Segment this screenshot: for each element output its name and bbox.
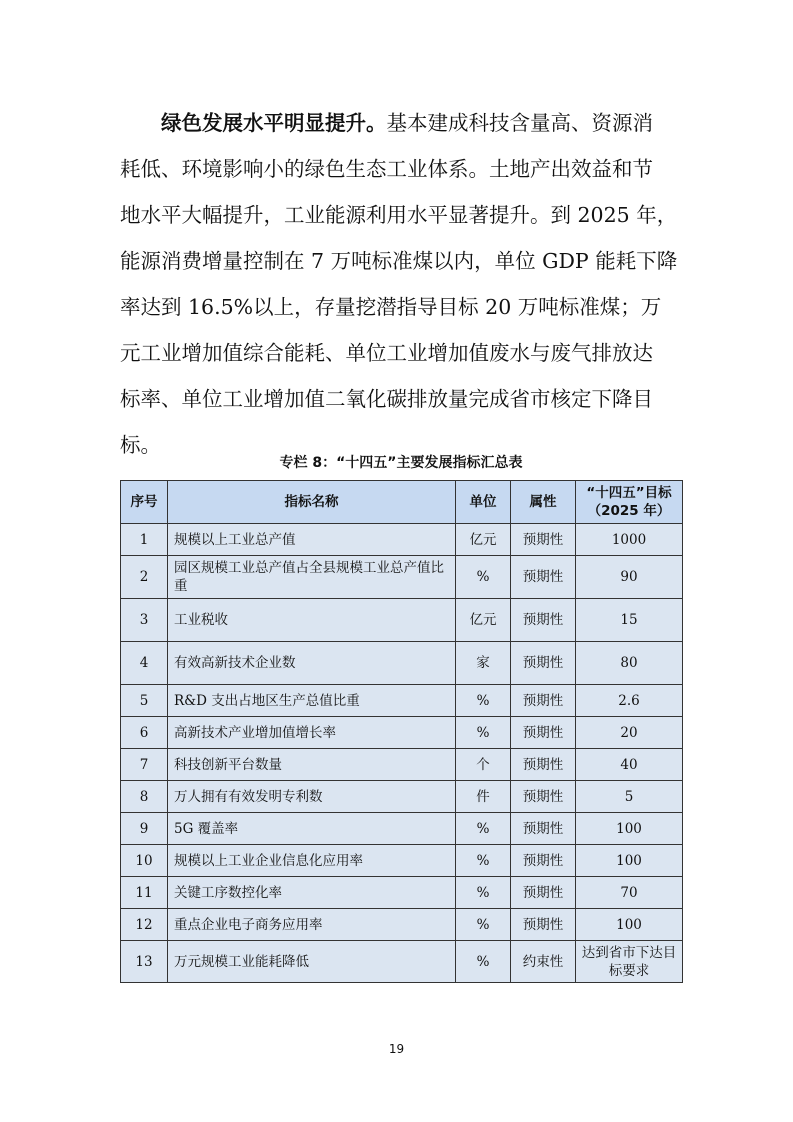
table-row <box>121 642 683 685</box>
cell-target: 80 <box>576 642 683 685</box>
paragraph-text: 基本建成科技含量高、资源消 <box>386 111 653 135</box>
cell-no: 6 <box>121 717 168 749</box>
cell-no: 5 <box>121 685 168 717</box>
table-row <box>121 877 683 909</box>
cell-name: 万元规模工业能耗降低 <box>168 941 456 983</box>
cell-attr: 预期性 <box>511 749 576 781</box>
cell-target: 达到省市下达目标要求 <box>576 941 683 983</box>
cell-attr: 预期性 <box>511 685 576 717</box>
cell-name: 有效高新技术企业数 <box>168 642 456 685</box>
cell-attr: 约束性 <box>511 941 576 983</box>
cell-target: 2.6 <box>576 685 683 717</box>
table-row <box>121 845 683 877</box>
cell-no: 3 <box>121 599 168 642</box>
cell-unit: % <box>456 845 511 877</box>
paragraph-line-6: 元工业增加值综合能耗、单位工业增加值废水与废气排放达 <box>120 341 653 365</box>
cell-unit: 件 <box>456 781 511 813</box>
cell-target: 70 <box>576 877 683 909</box>
indicator-table <box>120 480 683 983</box>
cell-name: 高新技术产业增加值增长率 <box>168 717 456 749</box>
cell-no: 8 <box>121 781 168 813</box>
cell-unit: % <box>456 909 511 941</box>
paragraph-line-4: 能源消费增量控制在 7 万吨标准煤以内，单位 GDP 能耗下降 <box>120 249 678 273</box>
table-row <box>121 749 683 781</box>
paragraph-line-1 <box>120 100 680 146</box>
cell-unit: % <box>456 717 511 749</box>
cell-target: 5 <box>576 781 683 813</box>
table-row <box>121 909 683 941</box>
cell-attr: 预期性 <box>511 717 576 749</box>
paragraph-lead: 绿色发展水平明显提升。 <box>161 111 387 135</box>
table-row <box>121 524 683 556</box>
cell-name: 工业税收 <box>168 599 456 642</box>
table-row <box>121 556 683 599</box>
paragraph-line-8: 标。 <box>120 433 161 457</box>
header-attr: 属性 <box>511 481 576 524</box>
table-row <box>121 941 683 983</box>
cell-unit: 家 <box>456 642 511 685</box>
cell-name: 规模以上工业企业信息化应用率 <box>168 845 456 877</box>
cell-unit: % <box>456 556 511 599</box>
cell-unit: % <box>456 941 511 983</box>
cell-attr: 预期性 <box>511 909 576 941</box>
cell-name: 科技创新平台数量 <box>168 749 456 781</box>
header-target-line1: “十四五”目标 <box>586 485 672 501</box>
paragraph-line-7: 标率、单位工业增加值二氧化碳排放量完成省市核定下降目 <box>120 387 653 411</box>
header-no: 序号 <box>121 481 168 524</box>
header-name: 指标名称 <box>168 481 456 524</box>
table-row <box>121 813 683 845</box>
cell-name: 规模以上工业总产值 <box>168 524 456 556</box>
cell-no: 2 <box>121 556 168 599</box>
cell-unit: % <box>456 877 511 909</box>
cell-name: 5G 覆盖率 <box>168 813 456 845</box>
cell-attr: 预期性 <box>511 877 576 909</box>
cell-attr: 预期性 <box>511 556 576 599</box>
cell-name: 重点企业电子商务应用率 <box>168 909 456 941</box>
cell-unit: 亿元 <box>456 524 511 556</box>
cell-target: 40 <box>576 749 683 781</box>
paragraph-line-5: 率达到 16.5%以上，存量挖潜指导目标 20 万吨标准煤；万 <box>120 295 662 319</box>
cell-no: 13 <box>121 941 168 983</box>
cell-no: 10 <box>121 845 168 877</box>
cell-unit: 个 <box>456 749 511 781</box>
cell-no: 12 <box>121 909 168 941</box>
cell-target: 100 <box>576 845 683 877</box>
cell-name: R&D 支出占地区生产总值比重 <box>168 685 456 717</box>
cell-attr: 预期性 <box>511 524 576 556</box>
cell-unit: 亿元 <box>456 599 511 642</box>
cell-attr: 预期性 <box>511 813 576 845</box>
body-paragraph <box>120 100 680 468</box>
paragraph-line-3: 地水平大幅提升，工业能源利用水平显著提升。到 2025 年， <box>120 203 678 227</box>
cell-attr: 预期性 <box>511 599 576 642</box>
table-row <box>121 781 683 813</box>
cell-name: 园区规模工业总产值占全县规模工业总产值比重 <box>168 556 456 599</box>
cell-target: 20 <box>576 717 683 749</box>
cell-target: 90 <box>576 556 683 599</box>
header-target <box>576 481 683 524</box>
page-number: 19 <box>388 1042 405 1056</box>
cell-target: 100 <box>576 909 683 941</box>
cell-name: 关键工序数控化率 <box>168 877 456 909</box>
table-row <box>121 685 683 717</box>
cell-no: 9 <box>121 813 168 845</box>
header-unit: 单位 <box>456 481 511 524</box>
table-row <box>121 599 683 642</box>
paragraph-line-2: 耗低、环境影响小的绿色生态工业体系。土地产出效益和节 <box>120 157 653 181</box>
cell-name: 万人拥有有效发明专利数 <box>168 781 456 813</box>
table-row <box>121 717 683 749</box>
cell-target: 15 <box>576 599 683 642</box>
header-target-line2: （2025 年） <box>587 503 671 519</box>
cell-no: 7 <box>121 749 168 781</box>
table-header-row <box>121 481 683 524</box>
cell-no: 11 <box>121 877 168 909</box>
table-caption: 专栏 8：“十四五”主要发展指标汇总表 <box>279 455 523 471</box>
cell-unit: % <box>456 813 511 845</box>
cell-target: 100 <box>576 813 683 845</box>
cell-attr: 预期性 <box>511 642 576 685</box>
cell-unit: % <box>456 685 511 717</box>
cell-target: 1000 <box>576 524 683 556</box>
cell-no: 1 <box>121 524 168 556</box>
cell-attr: 预期性 <box>511 845 576 877</box>
cell-attr: 预期性 <box>511 781 576 813</box>
cell-no: 4 <box>121 642 168 685</box>
